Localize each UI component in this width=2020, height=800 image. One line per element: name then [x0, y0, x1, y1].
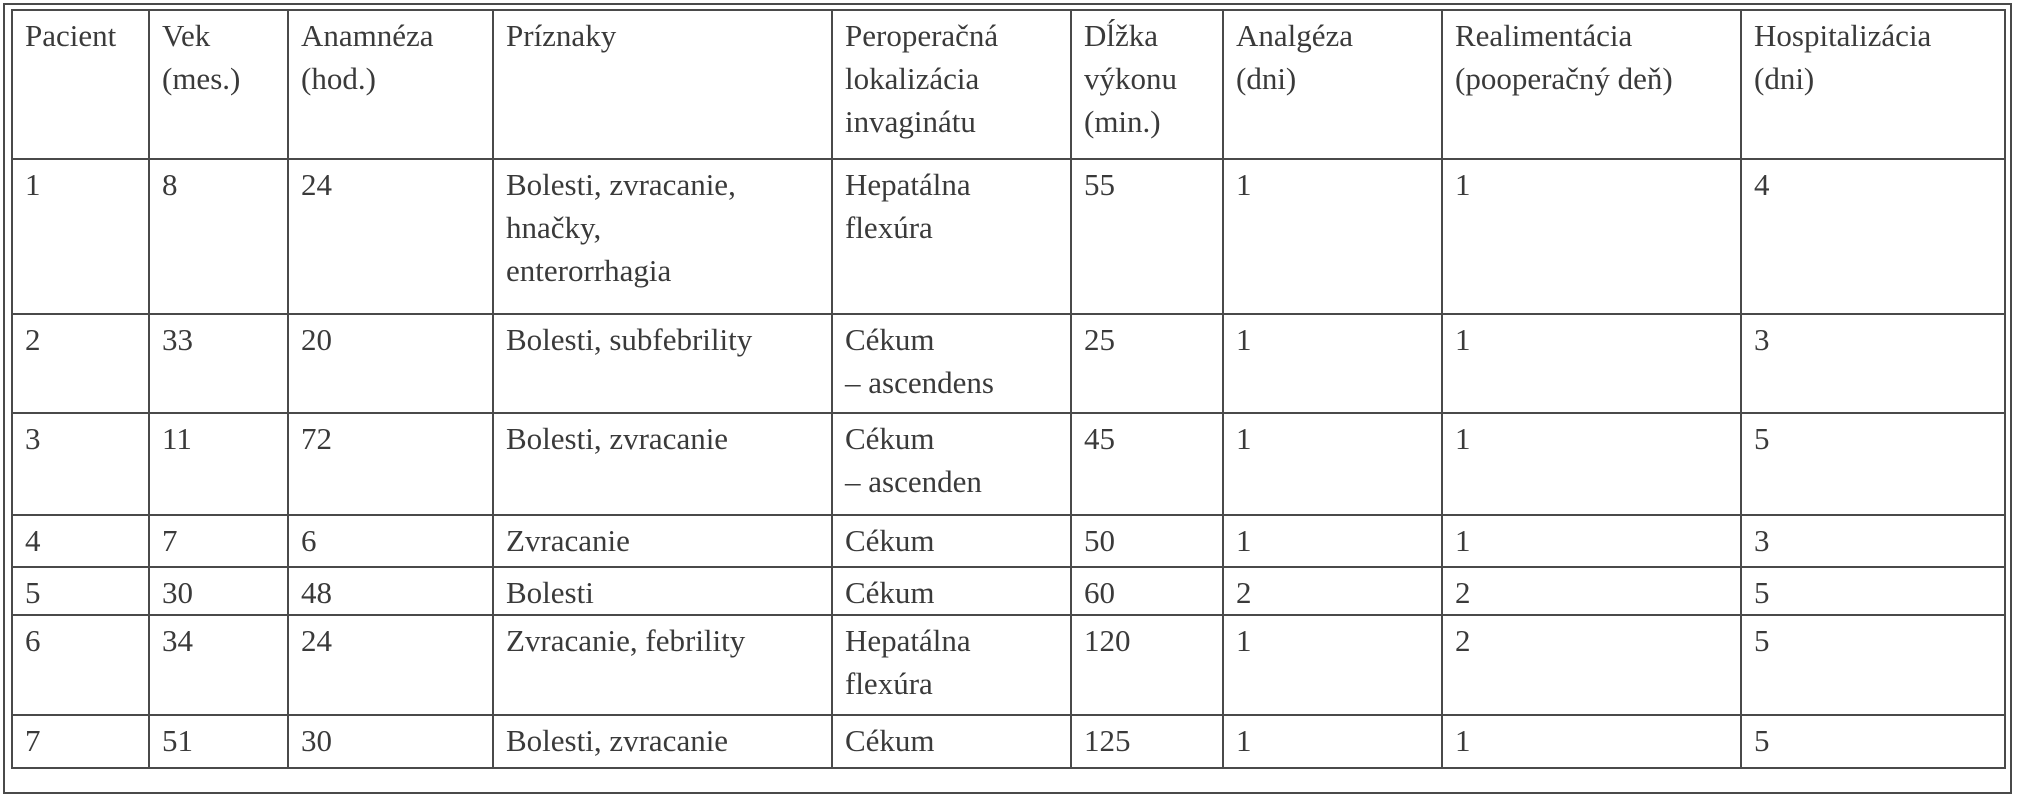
table-cell: Cékum – ascenden — [832, 413, 1071, 515]
table-cell: 7 — [12, 715, 149, 768]
table-cell: 1 — [1223, 314, 1442, 413]
table-cell: 5 — [12, 567, 149, 615]
table-cell: 60 — [1071, 567, 1223, 615]
table-cell: 6 — [288, 515, 493, 567]
table-cell: 1 — [1223, 515, 1442, 567]
table-cell: 5 — [1741, 615, 2005, 715]
table-cell: 45 — [1071, 413, 1223, 515]
table-cell: 4 — [12, 515, 149, 567]
header-cell-anamneza: Anamnéza (hod.) — [288, 10, 493, 159]
table-cell: 120 — [1071, 615, 1223, 715]
table-cell: 30 — [288, 715, 493, 768]
table-cell: 1 — [1223, 413, 1442, 515]
header-cell-dlzka: Dĺžka výkonu (min.) — [1071, 10, 1223, 159]
table-cell: Bolesti, zvracanie, hnačky, enterorrhagia — [493, 159, 832, 314]
table-cell: 3 — [1741, 314, 2005, 413]
table-cell: 24 — [288, 159, 493, 314]
table-cell: 1 — [1223, 615, 1442, 715]
table-cell: 33 — [149, 314, 288, 413]
table-cell: Bolesti — [493, 567, 832, 615]
table-cell: Bolesti, zvracanie — [493, 413, 832, 515]
table-cell: 1 — [1223, 159, 1442, 314]
table-cell: 125 — [1071, 715, 1223, 768]
header-cell-priznaky: Príznaky — [493, 10, 832, 159]
table-cell: 7 — [149, 515, 288, 567]
table-cell: 11 — [149, 413, 288, 515]
table-cell: 34 — [149, 615, 288, 715]
table-cell: 50 — [1071, 515, 1223, 567]
table-cell: 1 — [1442, 159, 1741, 314]
table-cell: 3 — [12, 413, 149, 515]
header-cell-realimentacia: Realimentácia (pooperačný deň) — [1442, 10, 1741, 159]
table-cell: 5 — [1741, 567, 2005, 615]
header-cell-lokalizacia: Peroperačná lokalizácia invaginátu — [832, 10, 1071, 159]
table-cell: 2 — [1223, 567, 1442, 615]
table-cell: 5 — [1741, 413, 2005, 515]
header-cell-pacient: Pacient — [12, 10, 149, 159]
table-cell: Cékum — [832, 515, 1071, 567]
table-cell: Bolesti, subfebrility — [493, 314, 832, 413]
table-cell: Hepatálna flexúra — [832, 615, 1071, 715]
header-row — [12, 10, 2005, 159]
table-cell: 4 — [1741, 159, 2005, 314]
table-cell: 5 — [1741, 715, 2005, 768]
table-cell: 1 — [1442, 515, 1741, 567]
table-cell: Zvracanie, febrility — [493, 615, 832, 715]
table-cell: 20 — [288, 314, 493, 413]
table-row — [12, 159, 2005, 314]
header-cell-vek: Vek (mes.) — [149, 10, 288, 159]
table-cell: Bolesti, zvracanie — [493, 715, 832, 768]
table-cell: Hepatálna flexúra — [832, 159, 1071, 314]
table-cell: 2 — [1442, 615, 1741, 715]
table-cell: 6 — [12, 615, 149, 715]
table-row — [12, 615, 2005, 715]
table-cell: 3 — [1741, 515, 2005, 567]
table-row — [12, 715, 2005, 768]
header-cell-hospitalizacia: Hospitalizácia (dni) — [1741, 10, 2005, 159]
table-row — [12, 413, 2005, 515]
table-cell: 1 — [1223, 715, 1442, 768]
table-cell: 55 — [1071, 159, 1223, 314]
table-cell: Cékum — [832, 715, 1071, 768]
table-cell: 1 — [1442, 715, 1741, 768]
table-cell: Zvracanie — [493, 515, 832, 567]
table-row — [12, 314, 2005, 413]
table-cell: 72 — [288, 413, 493, 515]
table-cell: 24 — [288, 615, 493, 715]
table-cell: 48 — [288, 567, 493, 615]
table-cell: 51 — [149, 715, 288, 768]
table-cell: Cékum — [832, 567, 1071, 615]
header-cell-analgeza: Analgéza (dni) — [1223, 10, 1442, 159]
table-cell: 2 — [1442, 567, 1741, 615]
table-cell: 1 — [1442, 413, 1741, 515]
table-cell: 30 — [149, 567, 288, 615]
patient-table — [11, 9, 2006, 769]
table-cell: 2 — [12, 314, 149, 413]
table-cell: 8 — [149, 159, 288, 314]
table-cell: Cékum – ascendens — [832, 314, 1071, 413]
table-cell: 25 — [1071, 314, 1223, 413]
table-cell: 1 — [12, 159, 149, 314]
table-cell: 1 — [1442, 314, 1741, 413]
table-row — [12, 567, 2005, 615]
table-row — [12, 515, 2005, 567]
